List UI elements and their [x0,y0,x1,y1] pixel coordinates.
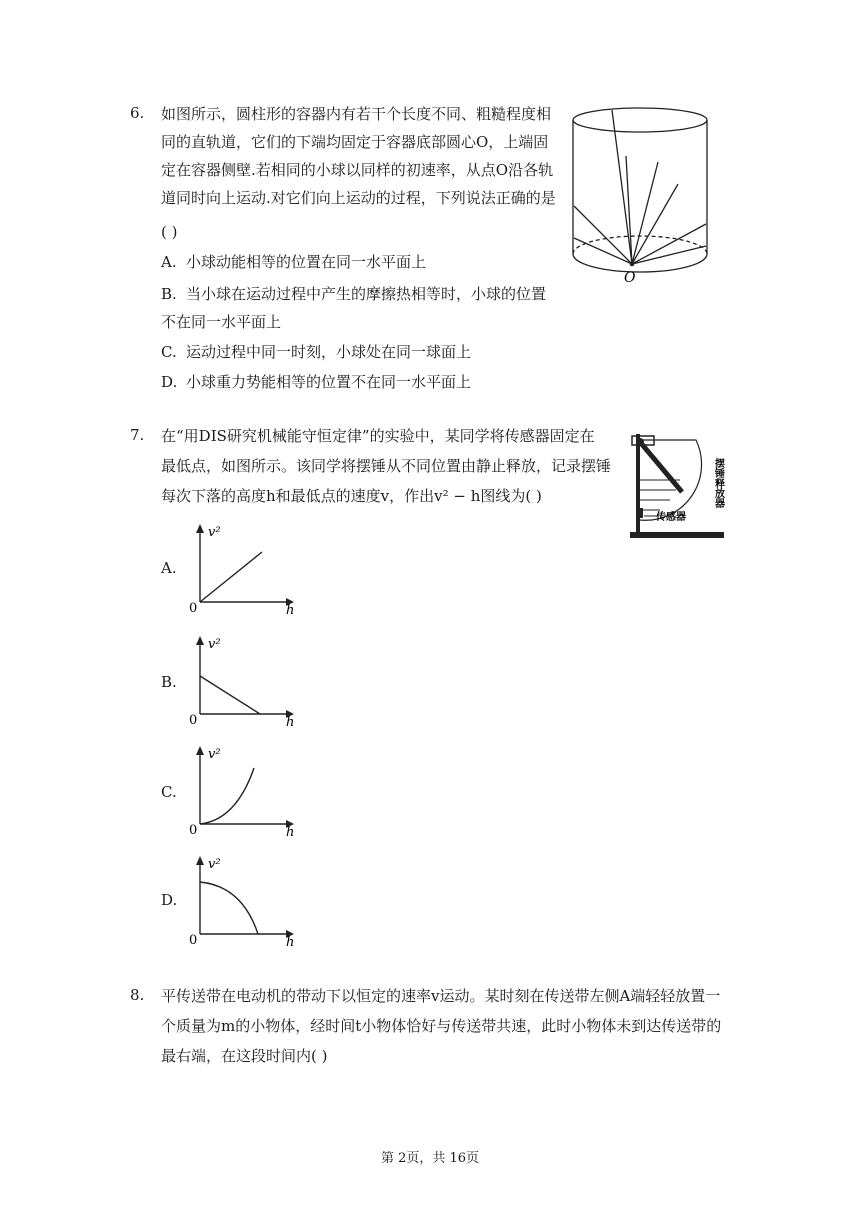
page-footer: 第 2页，共 16页 [380,1151,480,1166]
origin-label: 0 [189,713,198,728]
y-axis-label: v² [208,525,221,540]
release-device-label: 摆锤释放器 [712,458,724,508]
question-text-line: 最右端，在这段时间内( ) [161,1047,328,1065]
question-text-line: 在“用DIS研究机械能守恒定律”的实验中，某同学将传感器固定在 [161,427,595,445]
question-text-line: 同的直轨道，它们的下端均固定于容器底部圆心O，上端固 [161,133,549,151]
cylinder-track-figure [566,104,716,290]
y-axis-label: v² [208,747,221,762]
option-letter: C. [161,783,177,801]
y-axis-label: v² [208,637,221,652]
option-letter: B. [161,285,177,303]
option-text: 当小球在运动过程中产生的摩擦热相等时，小球的位置 [186,285,547,303]
option-letter: A. [161,559,177,577]
question-number: 8. [130,986,145,1004]
option-letter: B. [161,673,177,691]
question-text-line: 道同时向上运动.对它们向上运动的过程，下列说法正确的是 [161,189,556,207]
question-number: 6. [130,104,145,122]
question-number: 7. [130,426,145,444]
origin-label: 0 [189,601,198,616]
option-letter: D. [161,373,178,391]
option-a-graph [186,520,298,616]
x-axis-label: h [286,935,295,948]
y-axis-label: v² [208,857,221,872]
question-text-line: 个质量为m的小物体，经时间t小物体恰好与传送带共速，此时小物体未到达传送带的 [161,1017,722,1035]
option-letter: D. [161,891,178,909]
question-text-line: 每次下落的高度h和最低点的速度v，作出v² − h图线为( ) [161,487,542,505]
question-text-line: 平传送带在电动机的带动下以恒定的速率v运动。某时刻在传送带左侧A端轻轻放置一 [161,987,721,1005]
question-text-line: 定在容器侧壁.若相同的小球以同样的初速率，从点O沿各轨 [161,161,554,179]
pendulum-apparatus-figure [626,428,728,540]
question-text-line: ( ) [161,223,178,241]
question-text-line: 最低点，如图所示。该同学将摆锤从不同位置由静止释放，记录摆锤 [161,457,612,475]
x-axis-label: h [286,825,295,838]
origin-label: 0 [189,823,198,838]
sensor-label: 传感器 [656,512,686,523]
option-letter: A. [161,253,177,271]
option-c-graph [186,742,298,838]
question-text-line: 如图所示，圆柱形的容器内有若干个长度不同、粗糙程度相 [161,105,552,123]
option-text: 运动过程中同一时刻，小球处在同一球面上 [186,343,472,361]
option-b-graph [186,632,298,728]
x-axis-label: h [286,715,295,728]
option-text: 小球重力势能相等的位置不在同一水平面上 [186,373,472,391]
point-o-label: O [624,270,636,286]
option-text: 小球动能相等的位置在同一水平面上 [186,253,427,271]
option-letter: C. [161,343,177,361]
origin-label: 0 [189,933,198,948]
option-d-graph [186,852,298,948]
option-text-continued: 不在同一水平面上 [161,313,282,331]
x-axis-label: h [286,603,295,616]
